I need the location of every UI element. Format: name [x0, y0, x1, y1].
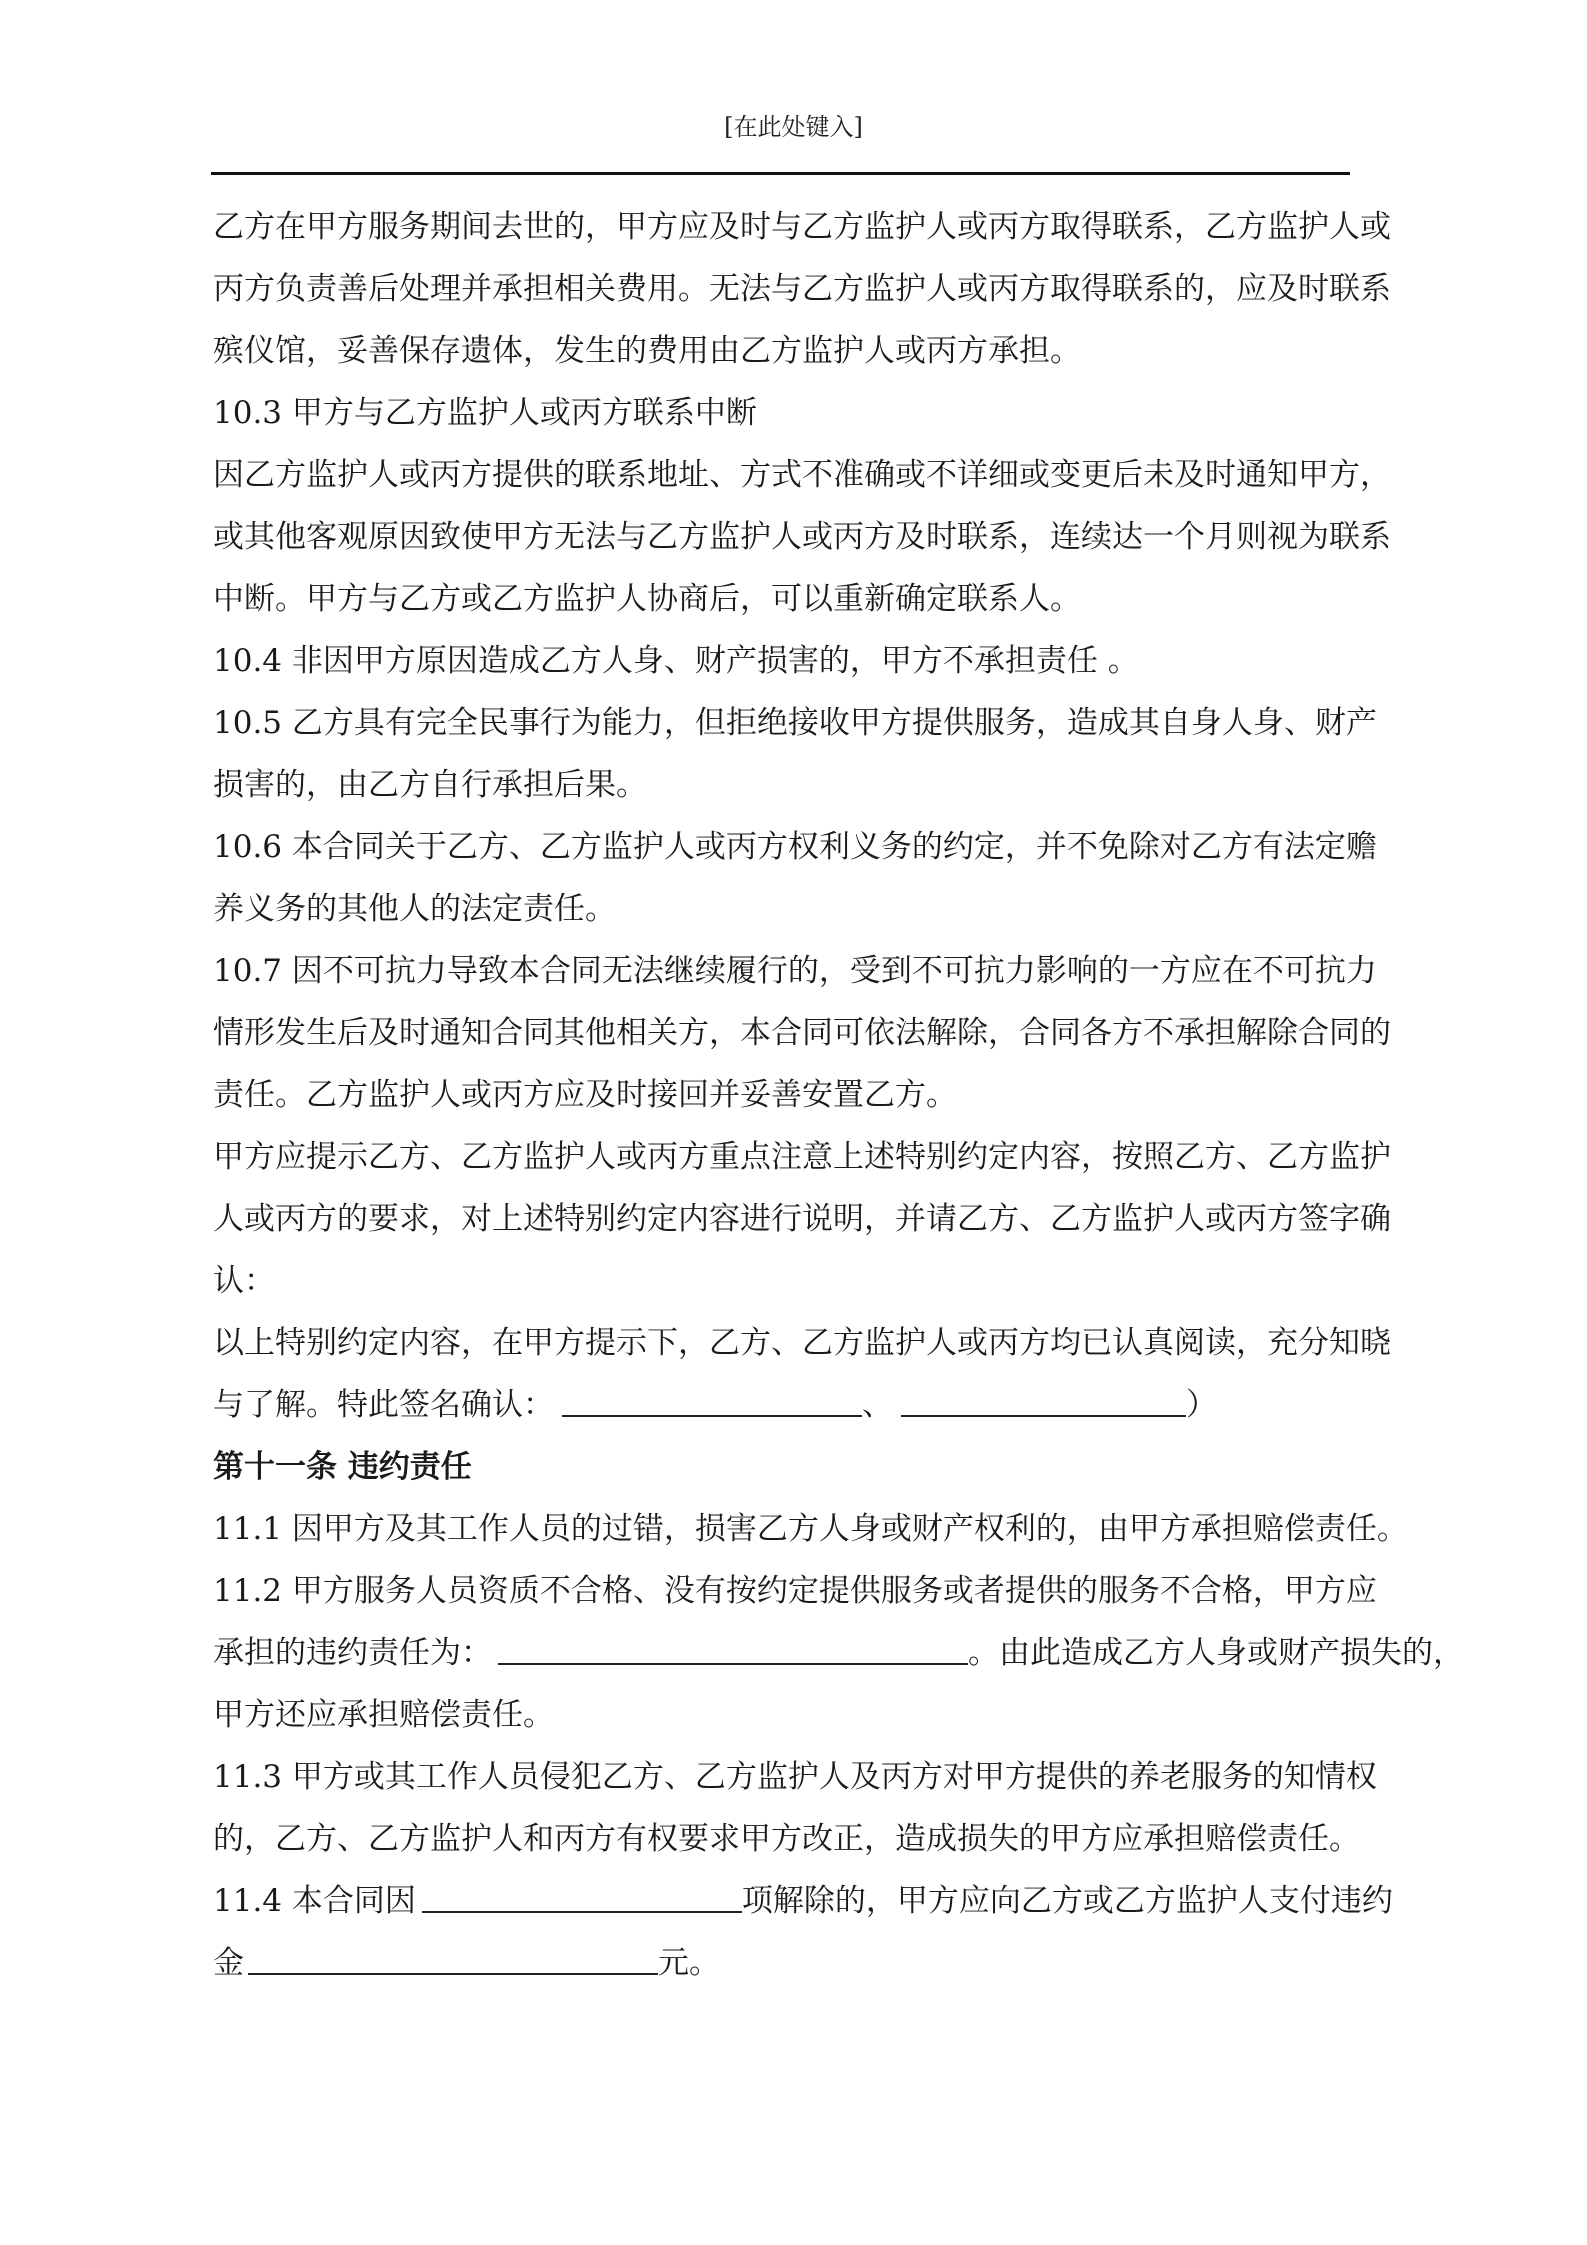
text-line: 甲方还应承担赔偿责任。	[213, 1697, 554, 1733]
text-line: 养义务的其他人的法定责任。	[213, 891, 616, 927]
termination-item-blank[interactable]	[422, 1875, 742, 1913]
text-line: 责任。乙方监护人或丙方应及时接回并妥善安置乙方。	[213, 1077, 957, 1113]
text-line: 乙方在甲方服务期间去世的，甲方应及时与乙方监护人或丙方取得联系，乙方监护人或	[213, 209, 1391, 245]
clause-10-3-heading: 10.3 甲方与乙方监护人或丙方联系中断	[213, 395, 757, 431]
text-line: 情形发生后及时通知合同其他相关方，本合同可依法解除，合同各方不承担解除合同的	[213, 1015, 1391, 1051]
clause-10-5: 10.5 乙方具有完全民事行为能力，但拒绝接收甲方提供服务，造成其自身人身、财产	[213, 705, 1377, 741]
clause-10-7: 10.7 因不可抗力导致本合同无法继续履行的，受到不可抗力影响的一方应在不可抗力	[213, 953, 1377, 989]
header-placeholder[interactable]: [在此处键入]	[724, 113, 863, 141]
liability-label: 承担的违约责任为：	[213, 1635, 492, 1671]
penalty-amount-blank[interactable]	[248, 1937, 658, 1975]
text-line: 的，乙方、乙方监护人和丙方有权要求甲方改正，造成损失的甲方应承担赔偿责任。	[213, 1821, 1360, 1857]
clause-10-6: 10.6 本合同关于乙方、乙方监护人或丙方权利义务的约定，并不免除对乙方有法定赡	[213, 829, 1377, 865]
signature-blank-2[interactable]	[901, 1379, 1186, 1417]
clause-11-4-label: 11.4 本合同因	[213, 1883, 416, 1919]
text-line: 甲方应提示乙方、乙方监护人或丙方重点注意上述特别约定内容，按照乙方、乙方监护	[213, 1139, 1391, 1175]
text-line: 人或丙方的要求，对上述特别约定内容进行说明，并请乙方、乙方监护人或丙方签字确	[213, 1201, 1391, 1237]
penalty-line	[213, 1932, 1421, 1994]
text-line: 以上特别约定内容，在甲方提示下，乙方、乙方监护人或丙方均已认真阅读，充分知晓	[213, 1325, 1391, 1361]
liability-blank[interactable]	[498, 1627, 968, 1665]
clause-11-2: 11.2 甲方服务人员资质不合格、没有按约定提供服务或者提供的服务不合格，甲方应	[213, 1573, 1377, 1609]
signature-blank-1[interactable]	[562, 1379, 862, 1417]
text-line: 丙方负责善后处理并承担相关费用。无法与乙方监护人或丙方取得联系的，应及时联系	[213, 271, 1391, 307]
signature-separator: 、	[862, 1387, 893, 1423]
text-line: 或其他客观原因致使甲方无法与乙方监护人或丙方及时联系，连续达一个月则视为联系	[213, 519, 1391, 555]
article-11-heading: 第十一条 违约责任	[213, 1449, 472, 1485]
text-line: 损害的，由乙方自行承担后果。	[213, 767, 647, 803]
clause-10-4: 10.4 非因甲方原因造成乙方人身、财产损害的，甲方不承担责任 。	[213, 643, 1139, 679]
liability-line	[213, 1622, 1464, 1684]
signature-close-paren: ）	[1186, 1387, 1217, 1423]
text-line: 认：	[213, 1263, 275, 1299]
clause-11-1: 11.1 因甲方及其工作人员的过错，损害乙方人身或财产权利的，由甲方承担赔偿责任。	[213, 1511, 1408, 1547]
document-body	[213, 196, 1464, 1994]
header-divider	[211, 172, 1350, 175]
signature-line	[213, 1374, 1421, 1436]
penalty-unit: 元。	[658, 1945, 720, 1981]
text-line: 因乙方监护人或丙方提供的联系地址、方式不准确或不详细或变更后未及时通知甲方，	[213, 457, 1391, 493]
signature-label: 与了解。特此签名确认：	[213, 1387, 554, 1423]
clause-11-4	[213, 1870, 1421, 1932]
clause-11-3: 11.3 甲方或其工作人员侵犯乙方、乙方监护人及丙方对甲方提供的养老服务的知情权	[213, 1759, 1377, 1795]
text-line: 中断。甲方与乙方或乙方监护人协商后，可以重新确定联系人。	[213, 581, 1081, 617]
text-line: 殡仪馆，妥善保存遗体，发生的费用由乙方监护人或丙方承担。	[213, 333, 1081, 369]
page-header	[0, 112, 1587, 142]
penalty-label: 金	[213, 1945, 244, 1981]
clause-11-4-tail: 项解除的，甲方应向乙方或乙方监护人支付违约	[741, 1883, 1393, 1919]
liability-tail: 。由此造成乙方人身或财产损失的，	[968, 1635, 1464, 1671]
